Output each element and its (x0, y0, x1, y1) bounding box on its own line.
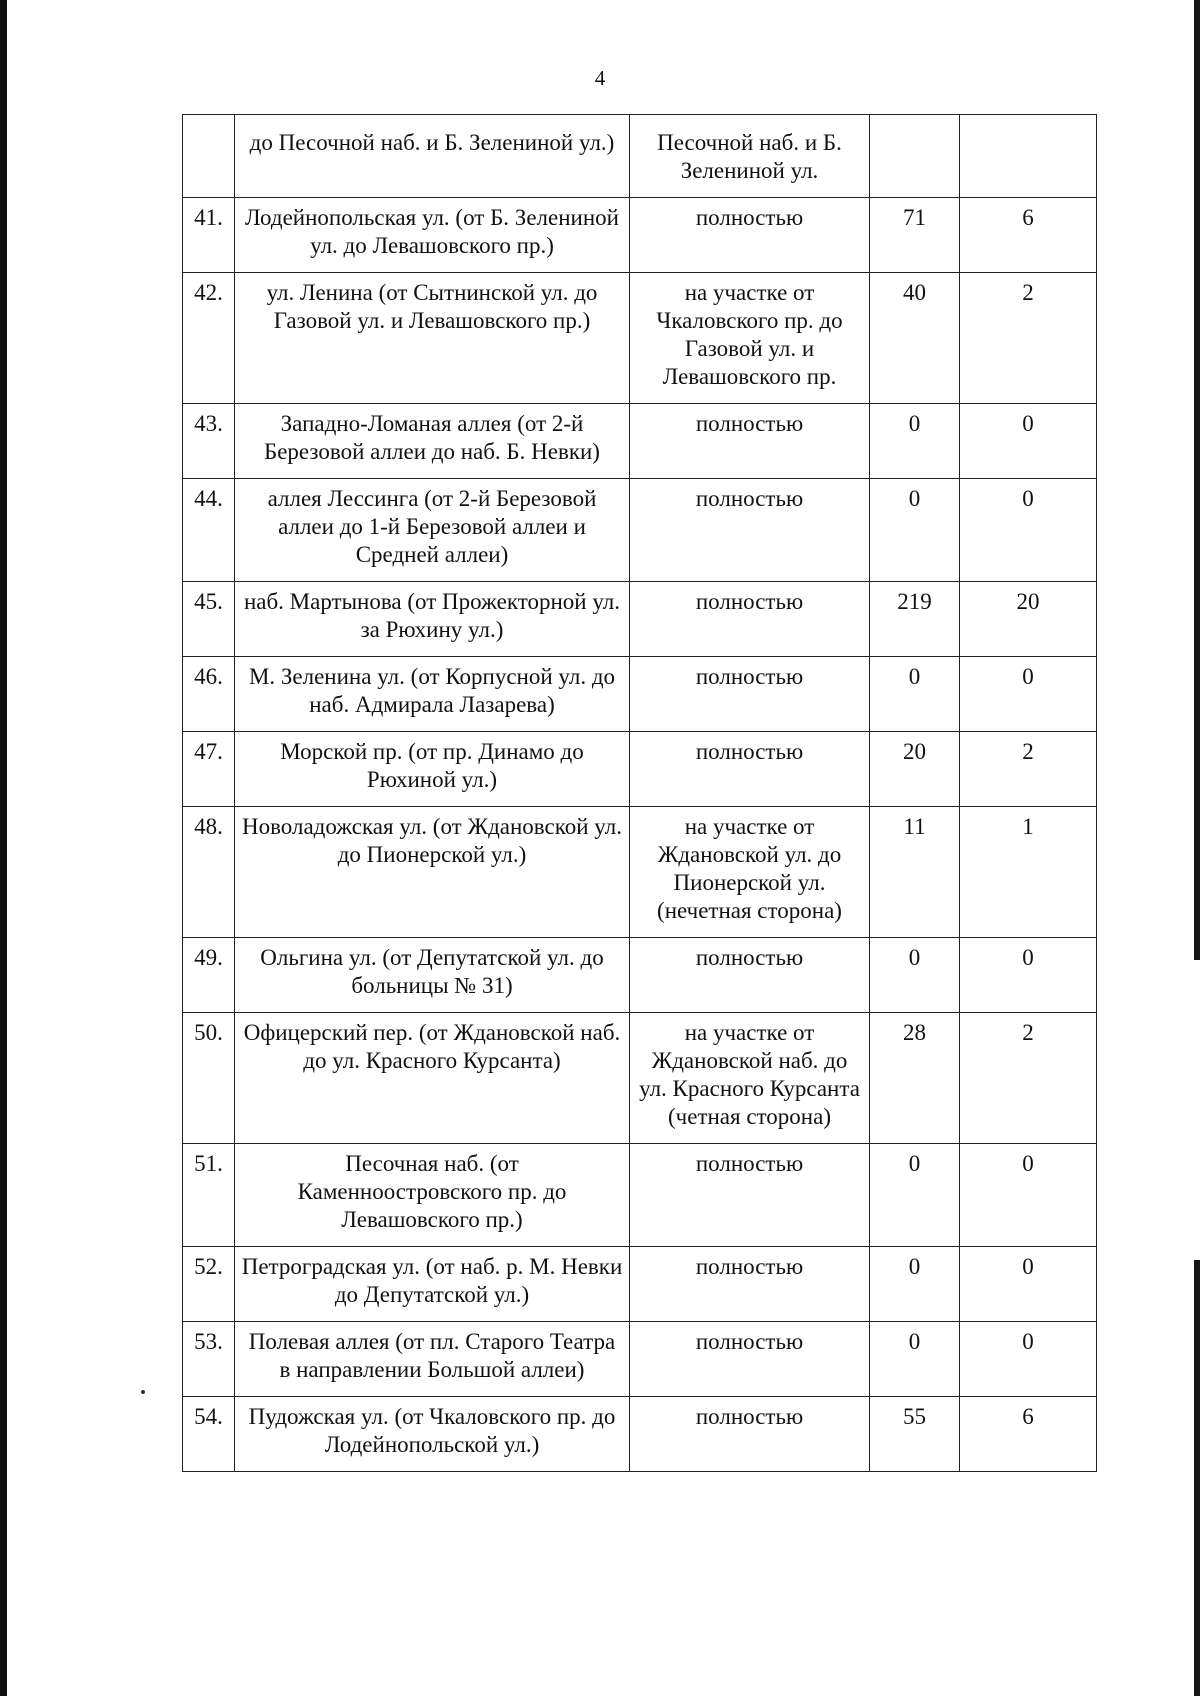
street-section: полностью (630, 732, 870, 807)
value-a (870, 115, 960, 198)
scan-right-edge (1194, 0, 1200, 1696)
street-section: полностью (630, 479, 870, 582)
street-name: до Песочной наб. и Б. Зелениной ул.) (235, 115, 630, 198)
row-number: 50. (183, 1013, 235, 1144)
value-b: 0 (960, 1247, 1097, 1322)
row-number: 46. (183, 657, 235, 732)
table-row (183, 807, 1097, 938)
street-section: полностью (630, 1397, 870, 1472)
value-b: 2 (960, 1013, 1097, 1144)
table-row (183, 1397, 1097, 1472)
value-b: 0 (960, 404, 1097, 479)
table-row (183, 479, 1097, 582)
value-b: 6 (960, 1397, 1097, 1472)
table-row (183, 198, 1097, 273)
street-section: полностью (630, 582, 870, 657)
value-b: 20 (960, 582, 1097, 657)
value-a: 0 (870, 404, 960, 479)
row-number: 45. (183, 582, 235, 657)
value-a: 40 (870, 273, 960, 404)
row-number: 49. (183, 938, 235, 1013)
value-b: 6 (960, 198, 1097, 273)
row-number: 44. (183, 479, 235, 582)
value-a: 11 (870, 807, 960, 938)
value-b: 0 (960, 938, 1097, 1013)
street-name: аллея Лессинга (от 2-й Березовой аллеи до 1-й Березовой аллеи и Средней аллеи) (235, 479, 630, 582)
value-a: 0 (870, 1322, 960, 1397)
scan-right-edge-gap (1194, 960, 1200, 1260)
street-name: ул. Ленина (от Сытнинской ул. до Газовой ул. и Левашовского пр.) (235, 273, 630, 404)
table-row (183, 657, 1097, 732)
value-a: 0 (870, 938, 960, 1013)
value-b: 0 (960, 1144, 1097, 1247)
street-section: полностью (630, 1322, 870, 1397)
value-b: 2 (960, 732, 1097, 807)
value-a: 20 (870, 732, 960, 807)
table-row (183, 1247, 1097, 1322)
street-name: Западно-Ломаная аллея (от 2-й Березовой аллеи до наб. Б. Невки) (235, 404, 630, 479)
table-row-continuation (183, 115, 1097, 198)
street-section: полностью (630, 1144, 870, 1247)
street-section: на участке от Ждановской ул. до Пионерской ул. (нечетная сторона) (630, 807, 870, 938)
table-row (183, 404, 1097, 479)
street-section: Песочной наб. и Б. Зелениной ул. (630, 115, 870, 198)
value-a: 219 (870, 582, 960, 657)
value-a: 71 (870, 198, 960, 273)
street-name: Морской пр. (от пр. Динамо до Рюхиной ул.) (235, 732, 630, 807)
row-number: 53. (183, 1322, 235, 1397)
row-number (183, 115, 235, 198)
street-section: полностью (630, 1247, 870, 1322)
street-name: Лодейнопольская ул. (от Б. Зелениной ул. до Левашовского пр.) (235, 198, 630, 273)
table-row (183, 1144, 1097, 1247)
street-name: Ольгина ул. (от Депутатской ул. до больницы № 31) (235, 938, 630, 1013)
value-b: 0 (960, 657, 1097, 732)
value-a: 28 (870, 1013, 960, 1144)
value-b: 2 (960, 273, 1097, 404)
street-name: наб. Мартынова (от Прожекторной ул. за Рюхину ул.) (235, 582, 630, 657)
street-name: Полевая аллея (от пл. Старого Театра в направлении Большой аллеи) (235, 1322, 630, 1397)
row-number: 41. (183, 198, 235, 273)
value-b: 0 (960, 1322, 1097, 1397)
table-row (183, 1322, 1097, 1397)
table-row (183, 582, 1097, 657)
table-row (183, 273, 1097, 404)
value-b (960, 115, 1097, 198)
table-row (183, 1013, 1097, 1144)
value-a: 55 (870, 1397, 960, 1472)
value-a: 0 (870, 479, 960, 582)
table-row (183, 938, 1097, 1013)
row-number: 43. (183, 404, 235, 479)
street-section: полностью (630, 404, 870, 479)
value-b: 1 (960, 807, 1097, 938)
street-name: Петроградская ул. (от наб. р. М. Невки до Депутатской ул.) (235, 1247, 630, 1322)
value-b: 0 (960, 479, 1097, 582)
row-number: 54. (183, 1397, 235, 1472)
value-a: 0 (870, 657, 960, 732)
street-section: полностью (630, 657, 870, 732)
street-name: Пудожская ул. (от Чкаловского пр. до Лодейнопольской ул.) (235, 1397, 630, 1472)
street-section: на участке от Ждановской наб. до ул. Красного Курсанта (четная сторона) (630, 1013, 870, 1144)
street-name: Новоладожская ул. (от Ждановской ул. до Пионерской ул.) (235, 807, 630, 938)
street-name: Песочная наб. (от Каменноостровского пр. до Левашовского пр.) (235, 1144, 630, 1247)
row-number: 51. (183, 1144, 235, 1247)
street-name: Офицерский пер. (от Ждановской наб. до ул. Красного Курсанта) (235, 1013, 630, 1144)
street-name: М. Зеленина ул. (от Корпусной ул. до наб. Адмирала Лазарева) (235, 657, 630, 732)
value-a: 0 (870, 1144, 960, 1247)
street-section: полностью (630, 198, 870, 273)
scan-left-edge (0, 0, 7, 1696)
value-a: 0 (870, 1247, 960, 1322)
scan-speck (141, 1390, 145, 1394)
row-number: 47. (183, 732, 235, 807)
table-row (183, 732, 1097, 807)
page-number: 4 (594, 66, 606, 90)
street-section: на участке от Чкаловского пр. до Газовой ул. и Левашовского пр. (630, 273, 870, 404)
row-number: 52. (183, 1247, 235, 1322)
street-section: полностью (630, 938, 870, 1013)
row-number: 48. (183, 807, 235, 938)
streets-table (182, 114, 1097, 1472)
row-number: 42. (183, 273, 235, 404)
